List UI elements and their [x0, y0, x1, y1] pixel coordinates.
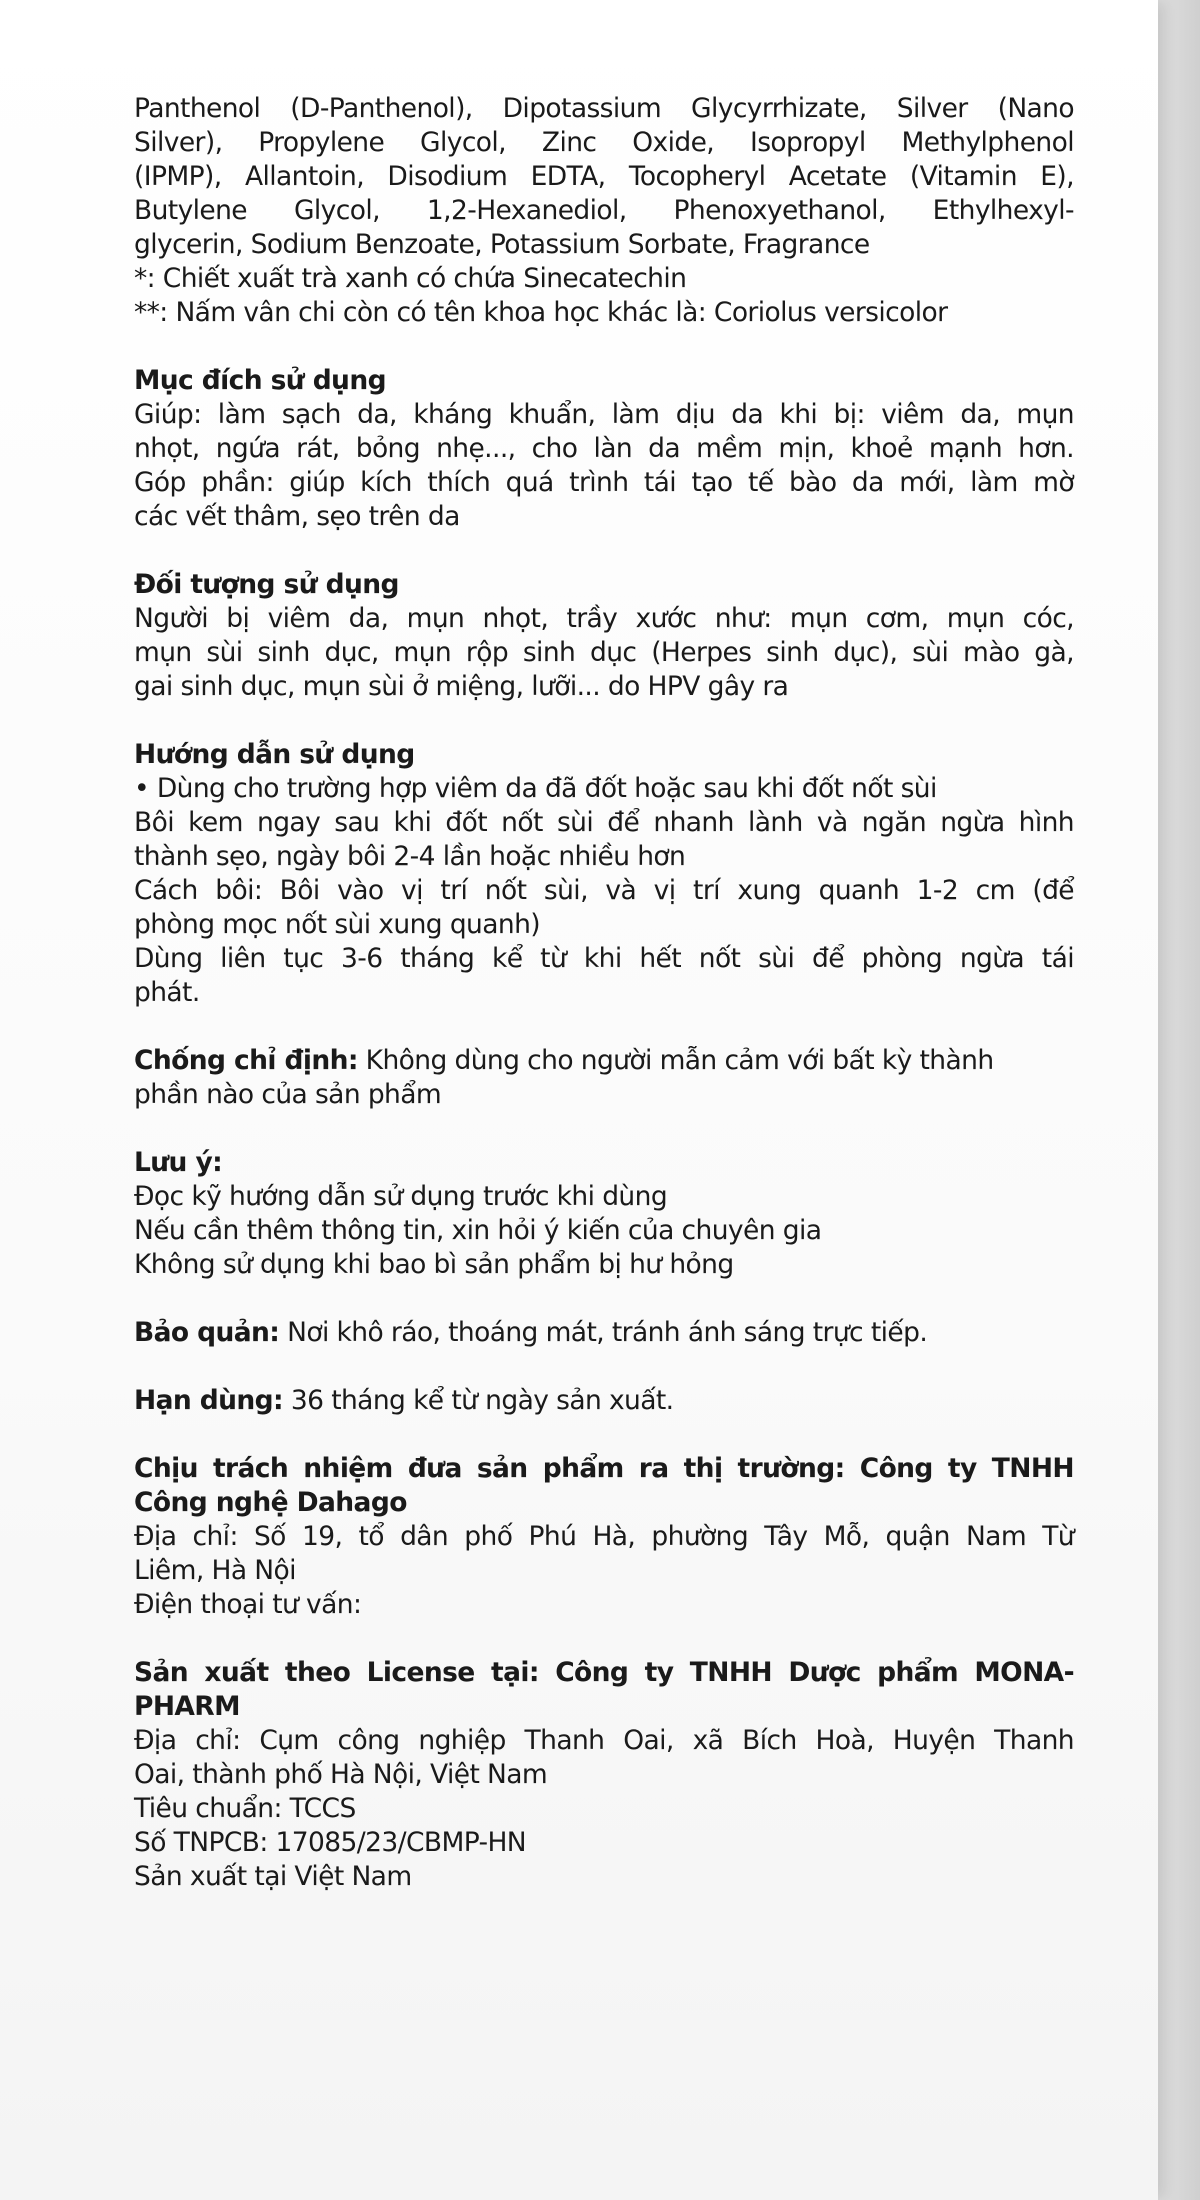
ingredients-block	[134, 92, 1074, 330]
address-line: Địa chỉ: Cụm công nghiệp Thanh Oai, xã Bích Hoà, Huyện Thanh	[134, 1725, 1074, 1756]
ingredients-line: glycerin, Sodium Benzoate, Potassium Sorbate, Fragrance	[134, 229, 870, 260]
usage-section	[134, 738, 1074, 1010]
section-heading: Mục đích sử dụng	[134, 365, 386, 396]
section-text: 36 tháng kể từ ngày sản xuất.	[283, 1385, 674, 1416]
paragraph-line: Giúp: làm sạch da, kháng khuẩn, làm dịu da khi bị: viêm da, mụn	[134, 399, 1074, 430]
footnote: **: Nấm vân chi còn có tên khoa học khác là: Coriolus versicolor	[134, 297, 948, 328]
purpose-section	[134, 364, 1074, 534]
section-heading: Hướng dẫn sử dụng	[134, 739, 415, 770]
address-line: Địa chỉ: Số 19, tổ dân phố Phú Hà, phường Tây Mỗ, quận Nam Từ	[134, 1521, 1074, 1552]
paragraph-line: nhọt, ngứa rát, bỏng nhẹ..., cho làn da mềm mịn, khoẻ mạnh hơn.	[134, 433, 1074, 464]
ingredients-line: Butylene Glycol, 1,2-Hexanediol, Phenoxyethanol, Ethylhexyl-	[134, 195, 1074, 226]
paragraph-line: Không sử dụng khi bao bì sản phẩm bị hư hỏng	[134, 1249, 734, 1280]
section-label: Hạn dùng:	[134, 1385, 284, 1416]
section-text: Nơi khô ráo, thoáng mát, tránh ánh sáng trực tiếp.	[279, 1317, 928, 1348]
paragraph-line: Nếu cần thêm thông tin, xin hỏi ý kiến của chuyên gia	[134, 1215, 822, 1246]
paragraph-line: Cách bôi: Bôi vào vị trí nốt sùi, và vị trí xung quanh 1-2 cm (để	[134, 875, 1074, 906]
section-label: Chống chỉ định:	[134, 1045, 358, 1076]
section-heading: Đối tượng sử dụng	[134, 569, 399, 600]
section-text: Không dùng cho người mẫn cảm với bất kỳ thành	[357, 1045, 994, 1076]
expiry-section	[134, 1384, 1074, 1418]
label-text	[134, 92, 1074, 1894]
paragraph-line	[134, 1316, 1074, 1350]
paragraph-line: Người bị viêm da, mụn nhọt, trầy xước như: mụn cơm, mụn cóc,	[134, 603, 1074, 634]
paragraph-line	[134, 1044, 1074, 1078]
section-heading: Sản xuất theo License tại: Công ty TNHH Dược phẩm MONA-	[134, 1657, 1074, 1688]
paragraph-line: các vết thâm, sẹo trên da	[134, 501, 460, 532]
manufacturer-section	[134, 1656, 1074, 1894]
ingredients-line: Silver), Propylene Glycol, Zinc Oxide, Isopropyl Methylphenol	[134, 127, 1074, 158]
notes-section	[134, 1146, 1074, 1282]
section-heading: Lưu ý:	[134, 1147, 223, 1178]
contraindication-section	[134, 1044, 1074, 1112]
origin-line: Sản xuất tại Việt Nam	[134, 1861, 412, 1892]
paragraph-line: phòng mọc nốt sùi xung quanh)	[134, 909, 541, 940]
registration-line: Số TNPCB: 17085/23/CBMP-HN	[134, 1827, 527, 1858]
target-section	[134, 568, 1074, 704]
standard-line: Tiêu chuẩn: TCCS	[134, 1793, 356, 1824]
section-heading: PHARM	[134, 1691, 240, 1722]
paragraph-line: Góp phần: giúp kích thích quá trình tái tạo tế bào da mới, làm mờ	[134, 467, 1074, 498]
paragraph-line: • Dùng cho trường hợp viêm da đã đốt hoặc sau khi đốt nốt sùi	[134, 773, 937, 804]
address-line: Liêm, Hà Nội	[134, 1555, 296, 1586]
paragraph-line: Đọc kỹ hướng dẫn sử dụng trước khi dùng	[134, 1181, 668, 1212]
paragraph-line: thành sẹo, ngày bôi 2-4 lần hoặc nhiều hơn	[134, 841, 686, 872]
ingredients-line: (IPMP), Allantoin, Disodium EDTA, Tocopheryl Acetate (Vitamin E),	[134, 161, 1074, 192]
storage-section	[134, 1316, 1074, 1350]
section-label: Bảo quản:	[134, 1317, 280, 1348]
phone-line: Điện thoại tư vấn:	[134, 1589, 362, 1620]
distributor-section	[134, 1452, 1074, 1622]
footnote: *: Chiết xuất trà xanh có chứa Sinecatechin	[134, 263, 687, 294]
address-line: Oai, thành phố Hà Nội, Việt Nam	[134, 1759, 548, 1790]
ingredients-line: Panthenol (D-Panthenol), Dipotassium Glycyrrhizate, Silver (Nano	[134, 93, 1074, 124]
paragraph-line	[134, 1384, 1074, 1418]
paragraph-line: Dùng liên tục 3-6 tháng kể từ khi hết nốt sùi để phòng ngừa tái	[134, 943, 1074, 974]
paragraph-line: phát.	[134, 977, 200, 1008]
paragraph-line: gai sinh dục, mụn sùi ở miệng, lưỡi... do HPV gây ra	[134, 671, 789, 702]
section-heading: Công nghệ Dahago	[134, 1487, 407, 1518]
paragraph-line: phần nào của sản phẩm	[134, 1079, 442, 1110]
paragraph-line: mụn sùi sinh dục, mụn rộp sinh dục (Herpes sinh dục), sùi mào gà,	[134, 637, 1074, 668]
paragraph-line: Bôi kem ngay sau khi đốt nốt sùi để nhanh lành và ngăn ngừa hình	[134, 807, 1074, 838]
section-heading: Chịu trách nhiệm đưa sản phẩm ra thị trường: Công ty TNHH	[134, 1453, 1074, 1484]
